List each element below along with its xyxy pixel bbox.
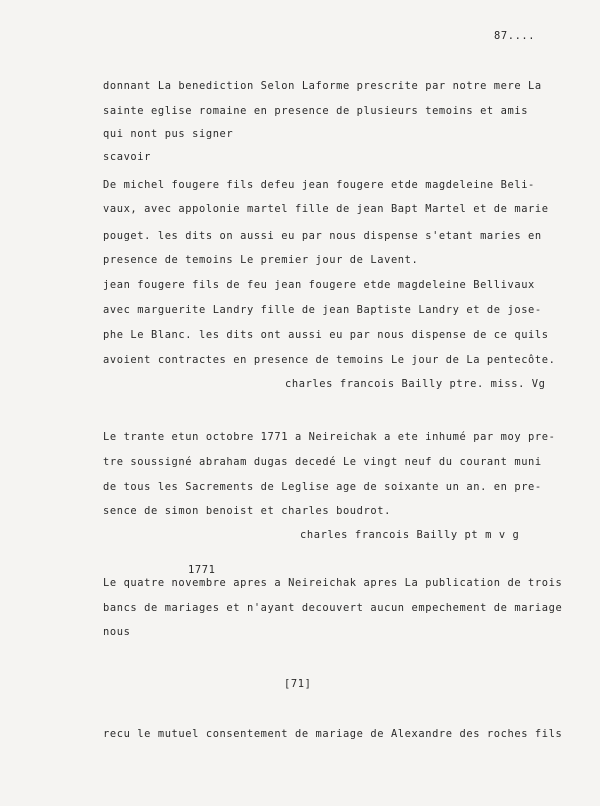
text-line: recu le mutuel consentement de mariage de Alexandre des roches fils xyxy=(103,728,563,740)
text-line: Le quatre novembre apres a Neireichak apres La publication de trois xyxy=(103,577,563,589)
signature-line: charles francois Bailly pt m v g xyxy=(300,529,520,541)
text-line: bancs de mariages et n'ayant decouvert aucun empechement de mariage xyxy=(103,602,563,614)
page-reference: [71] xyxy=(284,678,312,690)
text-line: jean fougere fils de feu jean fougere etde magdeleine Bellivaux xyxy=(103,279,535,291)
text-line: avoient contractes en presence de temoins Le jour de La pentecôte. xyxy=(103,354,556,366)
text-line: pouget. les dits on aussi eu par nous dispense s'etant maries en xyxy=(103,230,542,242)
text-line: De michel fougere fils defeu jean fougere etde magdeleine Beli- xyxy=(103,179,535,191)
text-line: sainte eglise romaine en presence de plusieurs temoins et amis xyxy=(103,105,529,117)
text-line: de tous les Sacrements de Leglise age de soixante un an. en pre- xyxy=(103,481,542,493)
text-line: Le trante etun octobre 1771 a Neireichak a ete inhumé par moy pre- xyxy=(103,431,556,443)
text-line: sence de simon benoist et charles boudrot. xyxy=(103,505,391,517)
page-number: 87.... xyxy=(494,30,536,42)
text-line: vaux, avec appolonie martel fille de jean Bapt Martel et de marie xyxy=(103,203,549,215)
text-line: avec marguerite Landry fille de jean Baptiste Landry et de jose- xyxy=(103,304,542,316)
text-line: phe Le Blanc. les dits ont aussi eu par nous dispense de ce quils xyxy=(103,329,549,341)
year-annotation: 1771 xyxy=(188,564,216,576)
text-line: donnant La benediction Selon Laforme prescrite par notre mere La xyxy=(103,80,542,92)
text-line: nous xyxy=(103,626,131,638)
text-line: presence de temoins Le premier jour de Lavent. xyxy=(103,254,419,266)
text-line: tre soussigné abraham dugas decedé Le vingt neuf du courant muni xyxy=(103,456,542,468)
text-line: scavoir xyxy=(103,151,151,163)
signature-line: charles francois Bailly ptre. miss. Vg xyxy=(285,378,546,390)
text-line: qui nont pus signer xyxy=(103,128,234,140)
